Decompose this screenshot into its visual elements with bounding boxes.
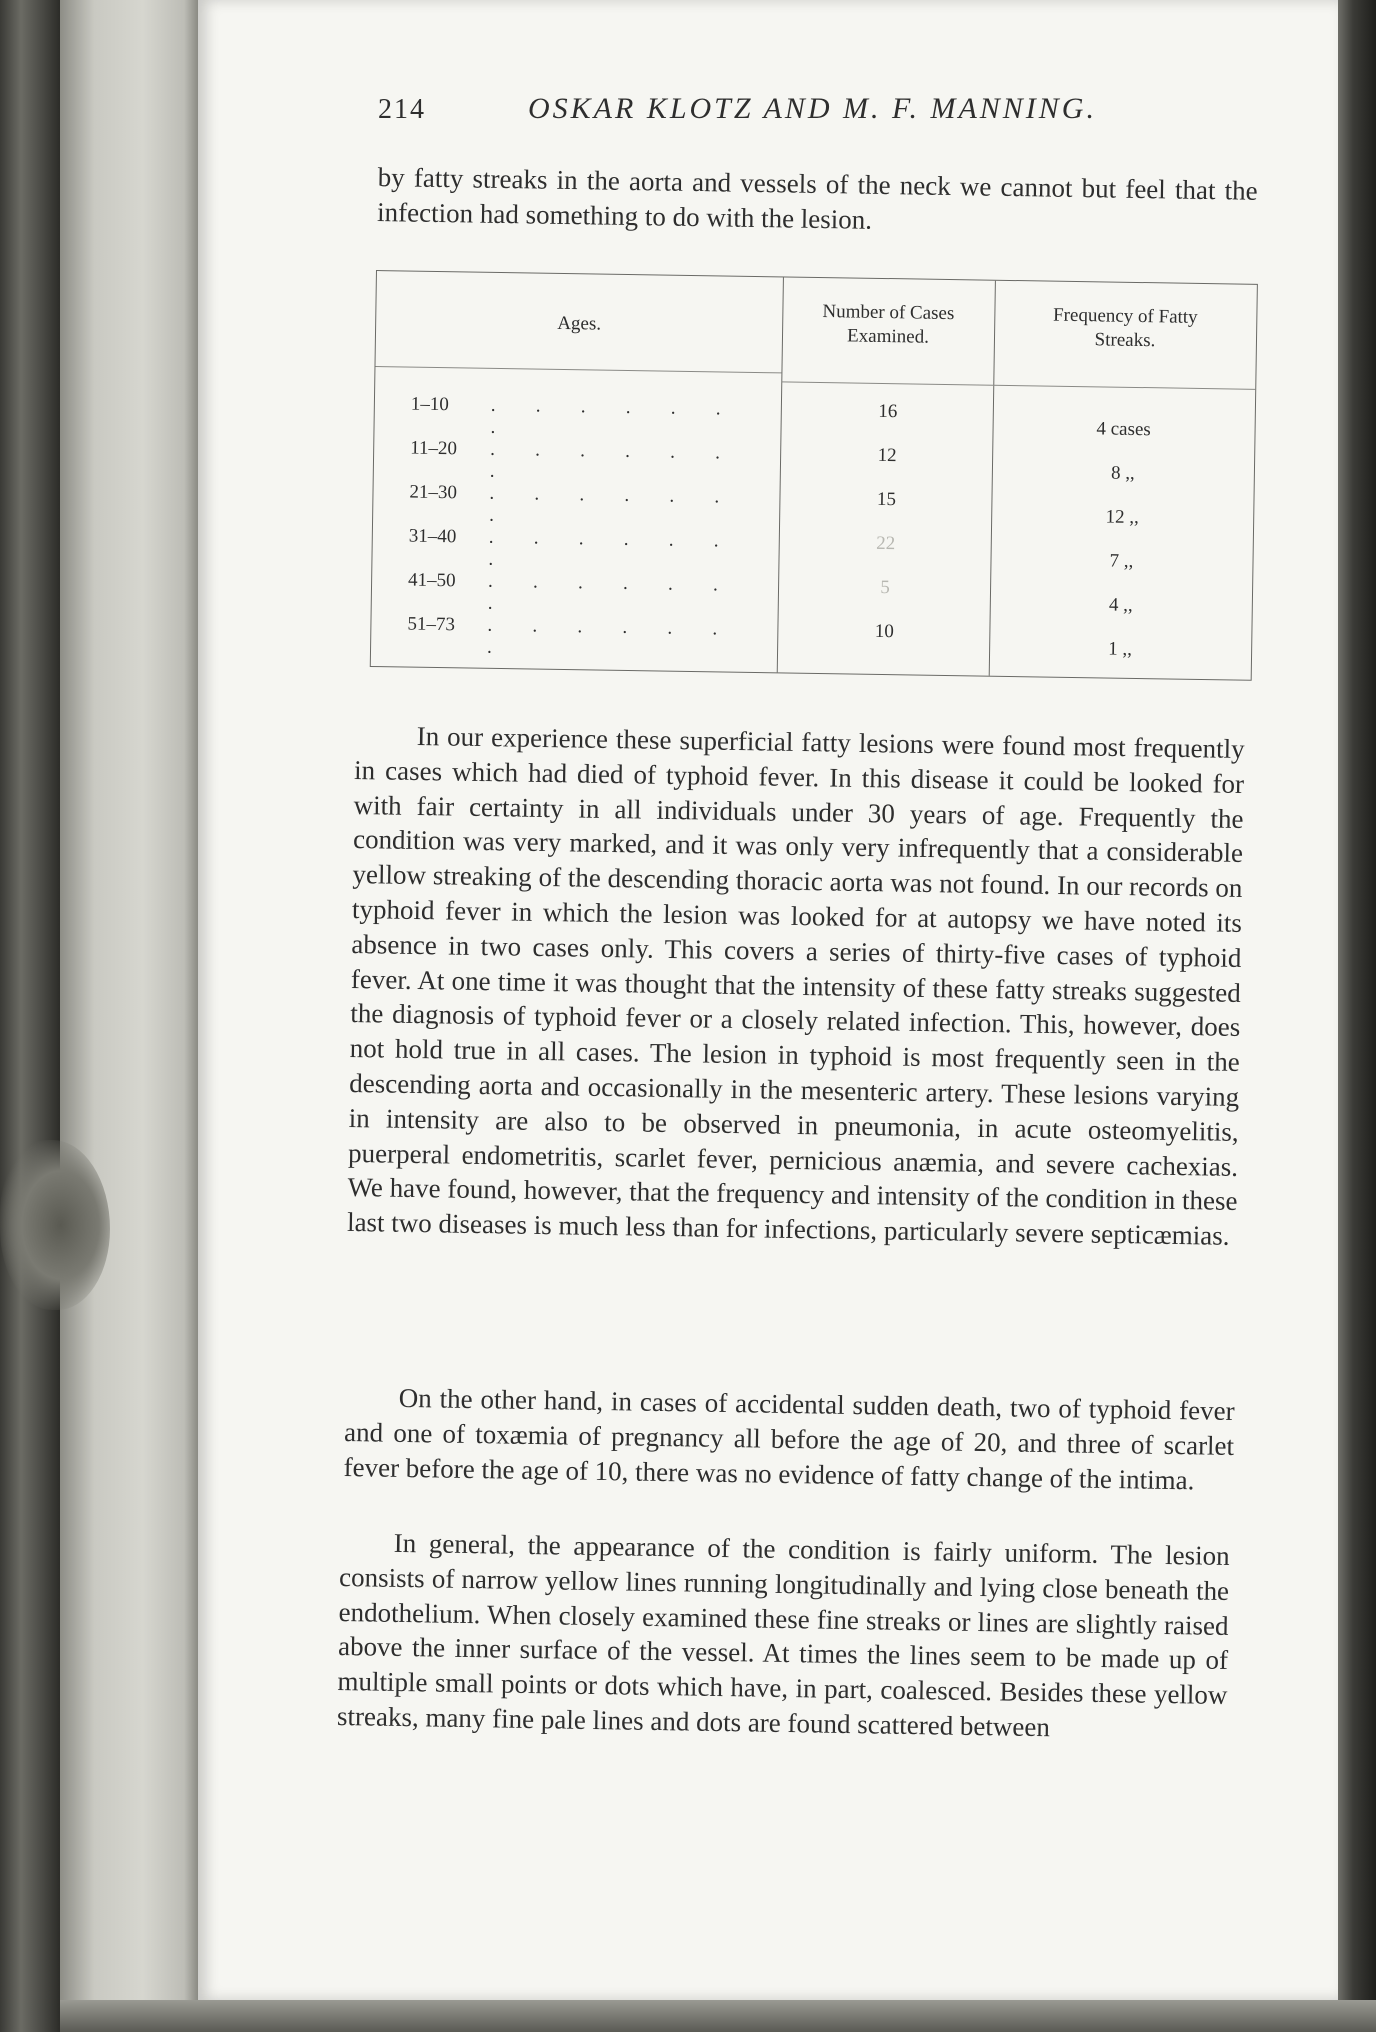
leader-dot: .	[488, 504, 495, 526]
leader-dot: .	[670, 441, 676, 463]
page-right-edge	[1338, 0, 1376, 2032]
paragraph-appearance: In general, the appearance of the condition is fairly uniform. The lesion consists of narrow yellow lines running longitudinally and lying close beneath the endothelium. When closely examined these fine streaks or lines are slightly raised above the inner surface of the vessel. At times the lines seem to be made up of multiple small points or dots which have, in part, coalesced. Besides these yellow streaks, many fine pale lines and dots are found scattered between	[336, 1527, 1230, 1743]
leader-dot: .	[580, 396, 586, 418]
leader-dot: .	[577, 572, 584, 594]
leader-dots	[488, 527, 759, 575]
leader-dot: .	[622, 572, 629, 594]
table-cell-frequency: 7 ,,	[1109, 550, 1134, 572]
table-cell-frequency: 12 ,,	[1105, 506, 1139, 529]
table-cell-frequency: 4 cases	[1096, 418, 1151, 441]
page-header	[378, 92, 1138, 142]
running-head: OSKAR KLOTZ AND M. F. MANNING.	[528, 92, 1097, 125]
leader-dot: .	[669, 485, 675, 507]
paragraph-intro: by fatty streaks in the aorta and vessels of the neck we cannot but feel that the infection had something to do with the lesion.	[376, 161, 1258, 235]
leader-dot: .	[487, 614, 493, 636]
leader-dot: .	[625, 440, 631, 463]
table-cell-number: 12	[877, 444, 897, 467]
leader-dot: .	[490, 416, 496, 438]
leader-dots	[489, 483, 760, 531]
table-cell-frequency: 1 ,,	[1108, 638, 1133, 660]
leader-dot: .	[487, 570, 494, 592]
table-cell-number: 16	[878, 400, 898, 423]
leader-dot: .	[712, 618, 718, 640]
table-cell-frequency: 8 ,,	[1110, 462, 1135, 484]
leader-dot: .	[622, 616, 628, 638]
leader-dot: .	[670, 397, 676, 419]
table-cell-number: 5	[880, 576, 890, 599]
leader-dot: .	[714, 486, 720, 508]
leader-dot: .	[579, 484, 585, 506]
table-header-ages: Ages.	[557, 312, 602, 335]
leader-dot: .	[489, 460, 495, 482]
book-spine	[0, 0, 60, 2032]
leader-dot: .	[490, 438, 496, 460]
table-cell-age: 31–40	[408, 525, 457, 548]
leader-dot: .	[715, 442, 721, 464]
leader-dot: .	[580, 440, 586, 462]
table-cell-number: 15	[876, 488, 897, 511]
leader-dot: .	[578, 528, 584, 550]
leader-dots	[490, 395, 761, 443]
leader-dots	[487, 615, 758, 663]
paragraph-sudden-death: On the other hand, in cases of accidental sudden death, two of typhoid fever and one of toxæmia of pregnancy all before the age of 20, and three of scarlet fever before the age of 10, there was no evidence of fatty change of the intima.	[343, 1382, 1235, 1495]
table-cell-age: 51–73	[407, 613, 456, 636]
facing-page-edge	[60, 0, 198, 2032]
table-cell-age: 41–50	[407, 569, 456, 592]
table-cell-age: 11–20	[410, 437, 458, 460]
table-cell-number: 10	[874, 620, 895, 643]
leader-dot: .	[535, 395, 541, 417]
table-header-rule	[993, 385, 1255, 390]
leader-dot: .	[489, 482, 495, 504]
table-cell-number: 22	[876, 532, 896, 555]
leader-dot: .	[487, 592, 493, 614]
leader-dot: .	[715, 398, 721, 420]
data-table	[370, 270, 1258, 681]
leader-dot: .	[623, 528, 629, 550]
leader-dot: .	[668, 529, 674, 551]
table-cell-frequency: 4 ,,	[1108, 594, 1133, 616]
leader-dot: .	[490, 394, 496, 416]
table-cell-age: 1–10	[410, 393, 450, 416]
leader-dot: .	[713, 530, 719, 552]
leader-dot: .	[533, 527, 539, 549]
leader-dot: .	[712, 574, 719, 596]
table-header-rule	[781, 381, 993, 385]
leader-dot: .	[532, 571, 539, 593]
leader-dot: .	[534, 483, 540, 505]
page-bottom-edge	[60, 2000, 1376, 2032]
leader-dot: .	[667, 617, 673, 639]
table-header-number: Number of Cases Examined.	[822, 301, 955, 348]
leader-dot: .	[488, 526, 494, 548]
leader-dot: .	[488, 548, 494, 570]
leader-dot: .	[577, 616, 583, 638]
leader-dots	[490, 439, 761, 487]
leader-dots	[488, 571, 759, 619]
leader-dot: .	[625, 396, 631, 419]
leader-dot: .	[667, 573, 674, 595]
leader-dot: .	[532, 615, 538, 637]
table-cell-age: 21–30	[409, 481, 458, 504]
leader-dot: .	[535, 439, 541, 461]
table-header-rule	[375, 366, 781, 373]
table-header-frequency: Frequency of Fatty Streaks.	[1052, 304, 1198, 352]
page-number: 214	[378, 94, 426, 125]
leader-dot: .	[624, 484, 630, 507]
paragraph-typhoid: In our experience these superficial fatty lesions were found most frequently in cases which had died of typhoid fever. In this disease it could be looked for with fair certainty in all individuals under 30 years of age. Frequently the condition was very marked, and it was only very infrequently that a considerable yellow streaking of the descending thoracic aorta was not found. In our records on typhoid fever in which the lesion was looked for at autopsy we have noted its absence in two cases only. This covers a series of thirty-five cases of typhoid fever. At one time it was thought that the intensity of these fatty streaks suggested the diagnosis of typhoid fever or a closely related infection. This, however, does not hold true in all cases. The lesion in typhoid is most frequently seen in the descending aorta and occasionally in the mesenteric artery. These lesions varying in intensity are also to be observed in pneumonia, in acute osteomyelitis, puerperal endometritis, scarlet fever, pernicious anæmia, and severe cachexias. We have found, however, that the frequency and intensity of the condition in these last two diseases is much less than for infections, particularly severe septicæmias.	[346, 720, 1245, 1251]
leader-dot: .	[486, 636, 493, 658]
